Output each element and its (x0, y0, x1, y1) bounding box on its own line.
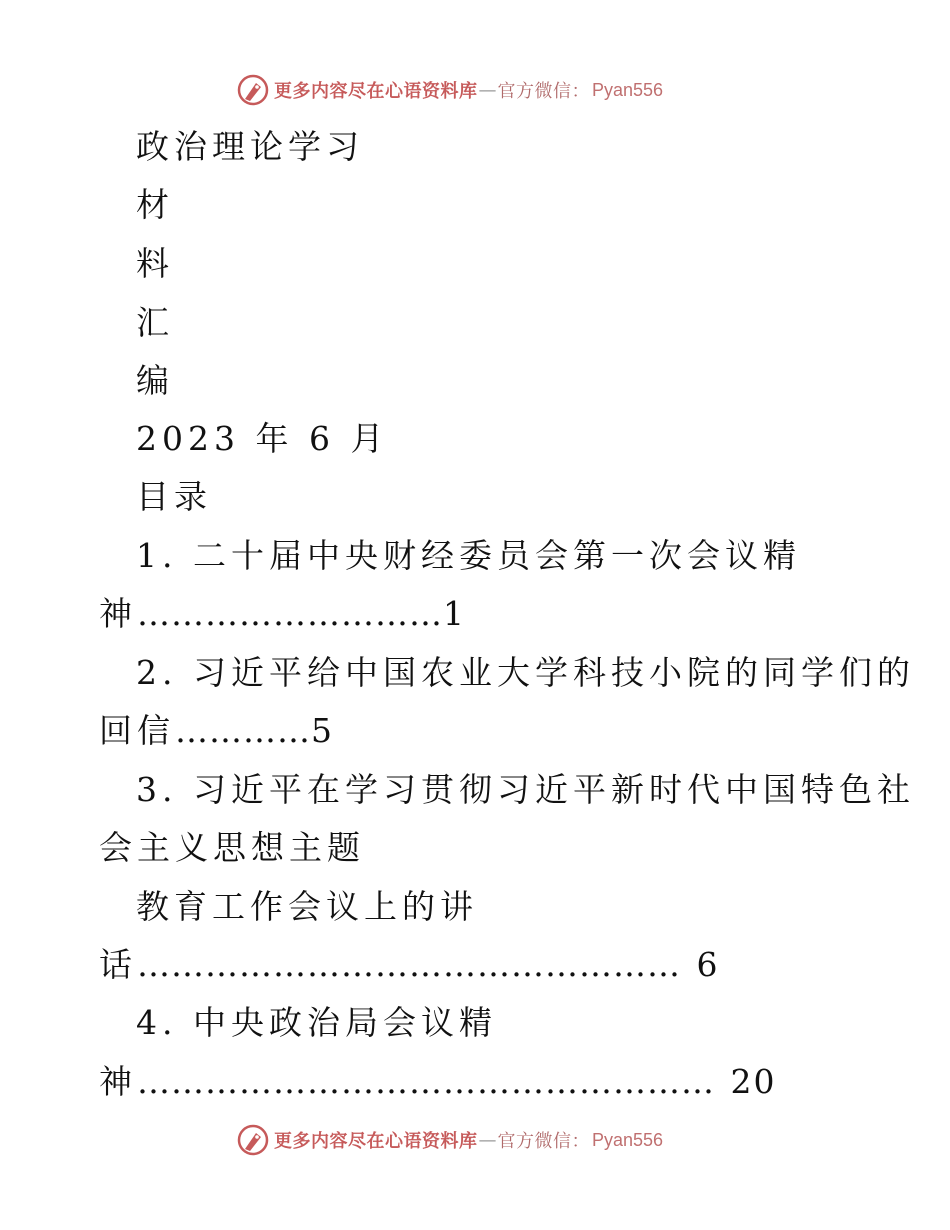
toc-heading: 目录 (136, 477, 212, 516)
title-char: 汇 (136, 303, 174, 342)
toc-item-2-leader (99, 711, 334, 751)
toc-item-3-dots: ………………………………………… (137, 945, 681, 984)
title-char: 材 (136, 185, 174, 224)
toc-item-3-page: 6 (696, 945, 720, 984)
watermark-wechat-label: 官方微信： (497, 1131, 590, 1152)
toc-item-4-page: 20 (730, 1062, 777, 1101)
watermark-separator: — (478, 79, 497, 101)
toc-item-3-title: 3. 习近平在学习贯彻习近平新时代中国特色社 (136, 770, 915, 809)
document-title: 政治理论学习 (136, 127, 364, 166)
title-char: 料 (136, 244, 174, 283)
toc-item-3-lead: 话 (99, 945, 137, 984)
watermark-separator: — (478, 1129, 497, 1151)
toc-item-1-page: 1 (443, 594, 466, 633)
toc-item-4-title: 4. 中央政治局会议精 (136, 1003, 497, 1042)
watermark-text: 更多内容尽在心语资料库 (274, 81, 478, 102)
toc-item-1-dots: ……………………… (137, 594, 443, 633)
pen-nib-logo-icon (236, 1123, 270, 1157)
toc-item-1-title: 1. 二十届中央财经委员会第一次会议精 (136, 536, 801, 575)
title-char: 编 (136, 361, 174, 400)
watermark-wechat-id: Pyan556 (592, 1129, 664, 1150)
toc-item-4-leader (99, 1062, 777, 1102)
toc-item-3-leader (99, 945, 720, 985)
header-watermark (236, 72, 663, 108)
toc-item-2-page: 5 (311, 711, 334, 750)
footer-watermark (236, 1122, 663, 1158)
watermark-wechat-label: 官方微信： (497, 81, 590, 102)
document-date: 2023 年 6 月 (136, 419, 389, 458)
watermark-text: 更多内容尽在心语资料库 (274, 1131, 478, 1152)
toc-item-4-dots: …………………………………………… (137, 1062, 715, 1101)
toc-item-1-lead: 神 (99, 594, 137, 633)
toc-item-2-lead: 回信 (99, 711, 175, 750)
toc-item-1-leader (99, 594, 466, 634)
toc-item-2-title: 2. 习近平给中国农业大学科技小院的同学们的 (136, 653, 915, 692)
pen-nib-logo-icon (236, 73, 270, 107)
toc-item-2-dots: ………… (175, 711, 311, 750)
toc-item-3-title-cont2: 教育工作会议上的讲 (136, 887, 478, 926)
watermark-wechat-id: Pyan556 (592, 79, 664, 100)
toc-item-3-title-cont: 会主义思想主题 (99, 828, 365, 867)
toc-item-4-lead: 神 (99, 1062, 137, 1101)
